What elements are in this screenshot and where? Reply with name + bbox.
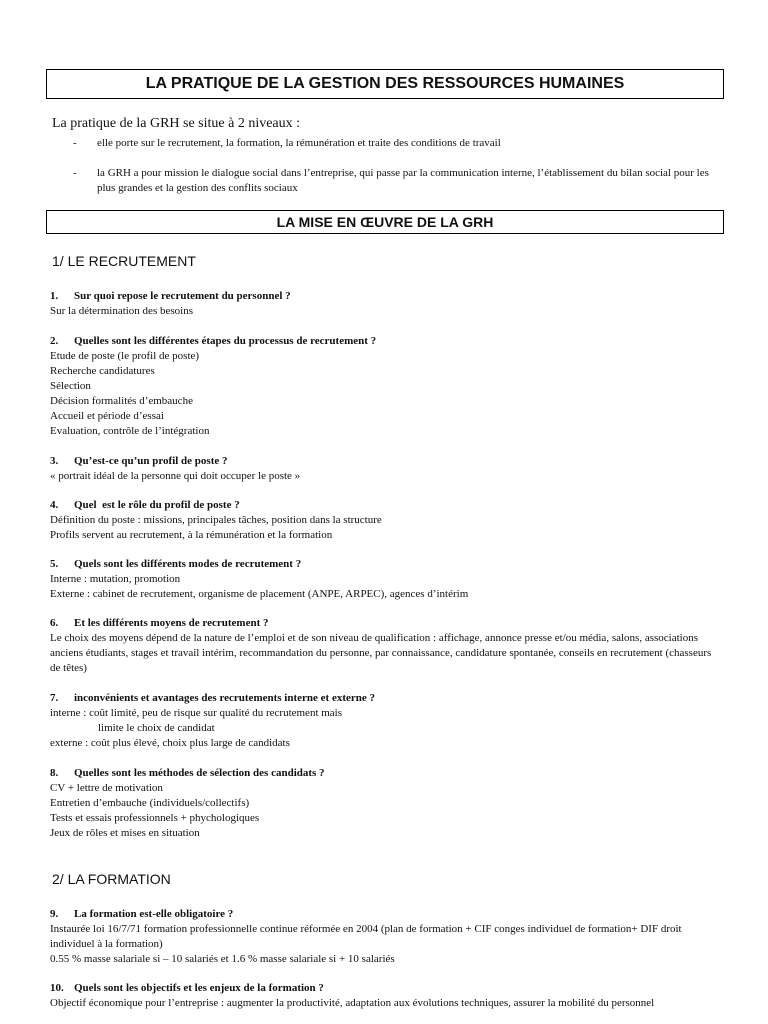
question-number: 3. [50, 455, 59, 467]
question [50, 907, 722, 922]
question [50, 981, 722, 996]
question [50, 334, 722, 349]
answer-line: Tests et essais professionnels + phychologiques [50, 812, 260, 824]
answer-line: 0.55 % masse salariale si – 10 salariés et 1.6 % masse salariale si + 10 salariés [50, 953, 395, 965]
section-title: LA MISE EN ŒUVRE DE LA GRH [46, 210, 724, 234]
question-number: 4. [50, 499, 59, 511]
question-text: Qu’est-ce qu’un profil de poste ? [74, 455, 228, 467]
answer-line: Entretien d’embauche (individuels/collectifs) [50, 797, 250, 809]
answer-line: externe : coût plus élevé, choix plus large de candidats [50, 737, 290, 749]
answer-line: Evaluation, contrôle de l’intégration [50, 425, 210, 437]
question-number: 9. [50, 908, 59, 920]
answer-paragraph: Instaurée loi 16/7/71 formation professionnelle continue réformée en 2004 (plan de formation + CIF conges individuel de formation+ DIF droit individuel à la formation) [50, 923, 682, 950]
question-text: Quelles sont les méthodes de sélection des candidats ? [74, 767, 325, 779]
answer-line: CV + lettre de motivation [50, 782, 163, 794]
question [50, 691, 722, 706]
qa-item-5 [50, 557, 722, 602]
qa-item-7 [50, 691, 722, 751]
intro-bullet-text: elle porte sur le recrutement, la formation, la rémunération et traite des conditions de travail [97, 137, 501, 149]
answer-line: Définition du poste : missions, principales tâches, position dans la structure [50, 514, 382, 526]
question-number: 1. [50, 290, 59, 302]
bullet-dash: - [73, 167, 77, 179]
question [50, 766, 722, 781]
answer-line: Etude de poste (le profil de poste) [50, 350, 200, 362]
answer-line: Externe : cabinet de recrutement, organisme de placement (ANPE, ARPEC), agences d’intérim [50, 588, 469, 600]
answer-line: Jeux de rôles et mises en situation [50, 827, 200, 839]
question-number: 5. [50, 558, 59, 570]
qa-item-3 [50, 454, 722, 484]
qa-item-1 [50, 289, 722, 319]
intro-bullet-2 [73, 166, 723, 196]
question [50, 289, 722, 304]
answer-line: Profils servent au recrutement, à la rémunération et la formation [50, 529, 333, 541]
intro-bullet-text: la GRH a pour mission le dialogue social dans l’entreprise, qui passe par la communication interne, l’établissement du bilan social pour les plus grandes et la gestion des conflits sociaux [97, 167, 709, 194]
document-title: LA PRATIQUE DE LA GESTION DES RESSOURCES HUMAINES [46, 69, 724, 99]
question-text: Quel est le rôle du profil de poste ? [74, 499, 240, 511]
intro-bullet-1 [73, 136, 723, 151]
question-text: Sur quoi repose le recrutement du personnel ? [74, 290, 291, 302]
question-number: 7. [50, 692, 59, 704]
answer-line: « portrait idéal de la personne qui doit occuper le poste » [50, 470, 301, 482]
qa-item-2 [50, 334, 722, 439]
qa-item-6 [50, 616, 722, 676]
question [50, 498, 722, 513]
question-text: Et les différents moyens de recrutement ? [74, 617, 269, 629]
question-text: inconvénients et avantages des recrutements interne et externe ? [74, 692, 376, 704]
answer-line: Sélection [50, 380, 91, 392]
answer-line: Recherche candidatures [50, 365, 155, 377]
answer-line: Accueil et période d’essai [50, 410, 164, 422]
qa-item-9 [50, 907, 722, 967]
question-number: 2. [50, 335, 59, 347]
question-text: Quels sont les objectifs et les enjeux de la formation ? [74, 982, 324, 994]
question [50, 454, 722, 469]
section-heading-formation: 2/ LA FORMATION [52, 871, 171, 887]
question-number: 10. [50, 982, 64, 994]
intro-text: La pratique de la GRH se situe à 2 niveaux : [52, 116, 301, 131]
answer-line: Décision formalités d’embauche [50, 395, 193, 407]
question-text: Quelles sont les différentes étapes du processus de recrutement ? [74, 335, 377, 347]
section-heading-recrutement: 1/ LE RECRUTEMENT [52, 253, 196, 269]
answer-line: Interne : mutation, promotion [50, 573, 181, 585]
answer-paragraph: Objectif économique pour l’entreprise : augmenter la productivité, adaptation aux évolutions techniques, assurer la mobilité du personnel [50, 997, 655, 1009]
question-text: Quels sont les différents modes de recrutement ? [74, 558, 302, 570]
question [50, 616, 722, 631]
bullet-dash: - [73, 137, 77, 149]
question [50, 557, 722, 572]
answer-paragraph: Le choix des moyens dépend de la nature de l’emploi et de son niveau de qualification : affichage, annonce presse et/ou média, salons, associations anciens étudiants, stages et travail intérim, recommandation du personne, par connaissance, candidature spontanée, conseils en recrutement (chasseurs de têtes) [50, 632, 712, 674]
qa-item-10 [50, 981, 722, 1011]
question-number: 6. [50, 617, 59, 629]
qa-item-4 [50, 498, 722, 543]
answer-line: limite le choix de candidat [98, 722, 215, 734]
qa-item-8 [50, 766, 722, 841]
answer-line: Sur la détermination des besoins [50, 305, 193, 317]
answer-line: interne : coût limité, peu de risque sur qualité du recrutement mais [50, 707, 343, 719]
question-text: La formation est-elle obligatoire ? [74, 908, 234, 920]
question-number: 8. [50, 767, 59, 779]
